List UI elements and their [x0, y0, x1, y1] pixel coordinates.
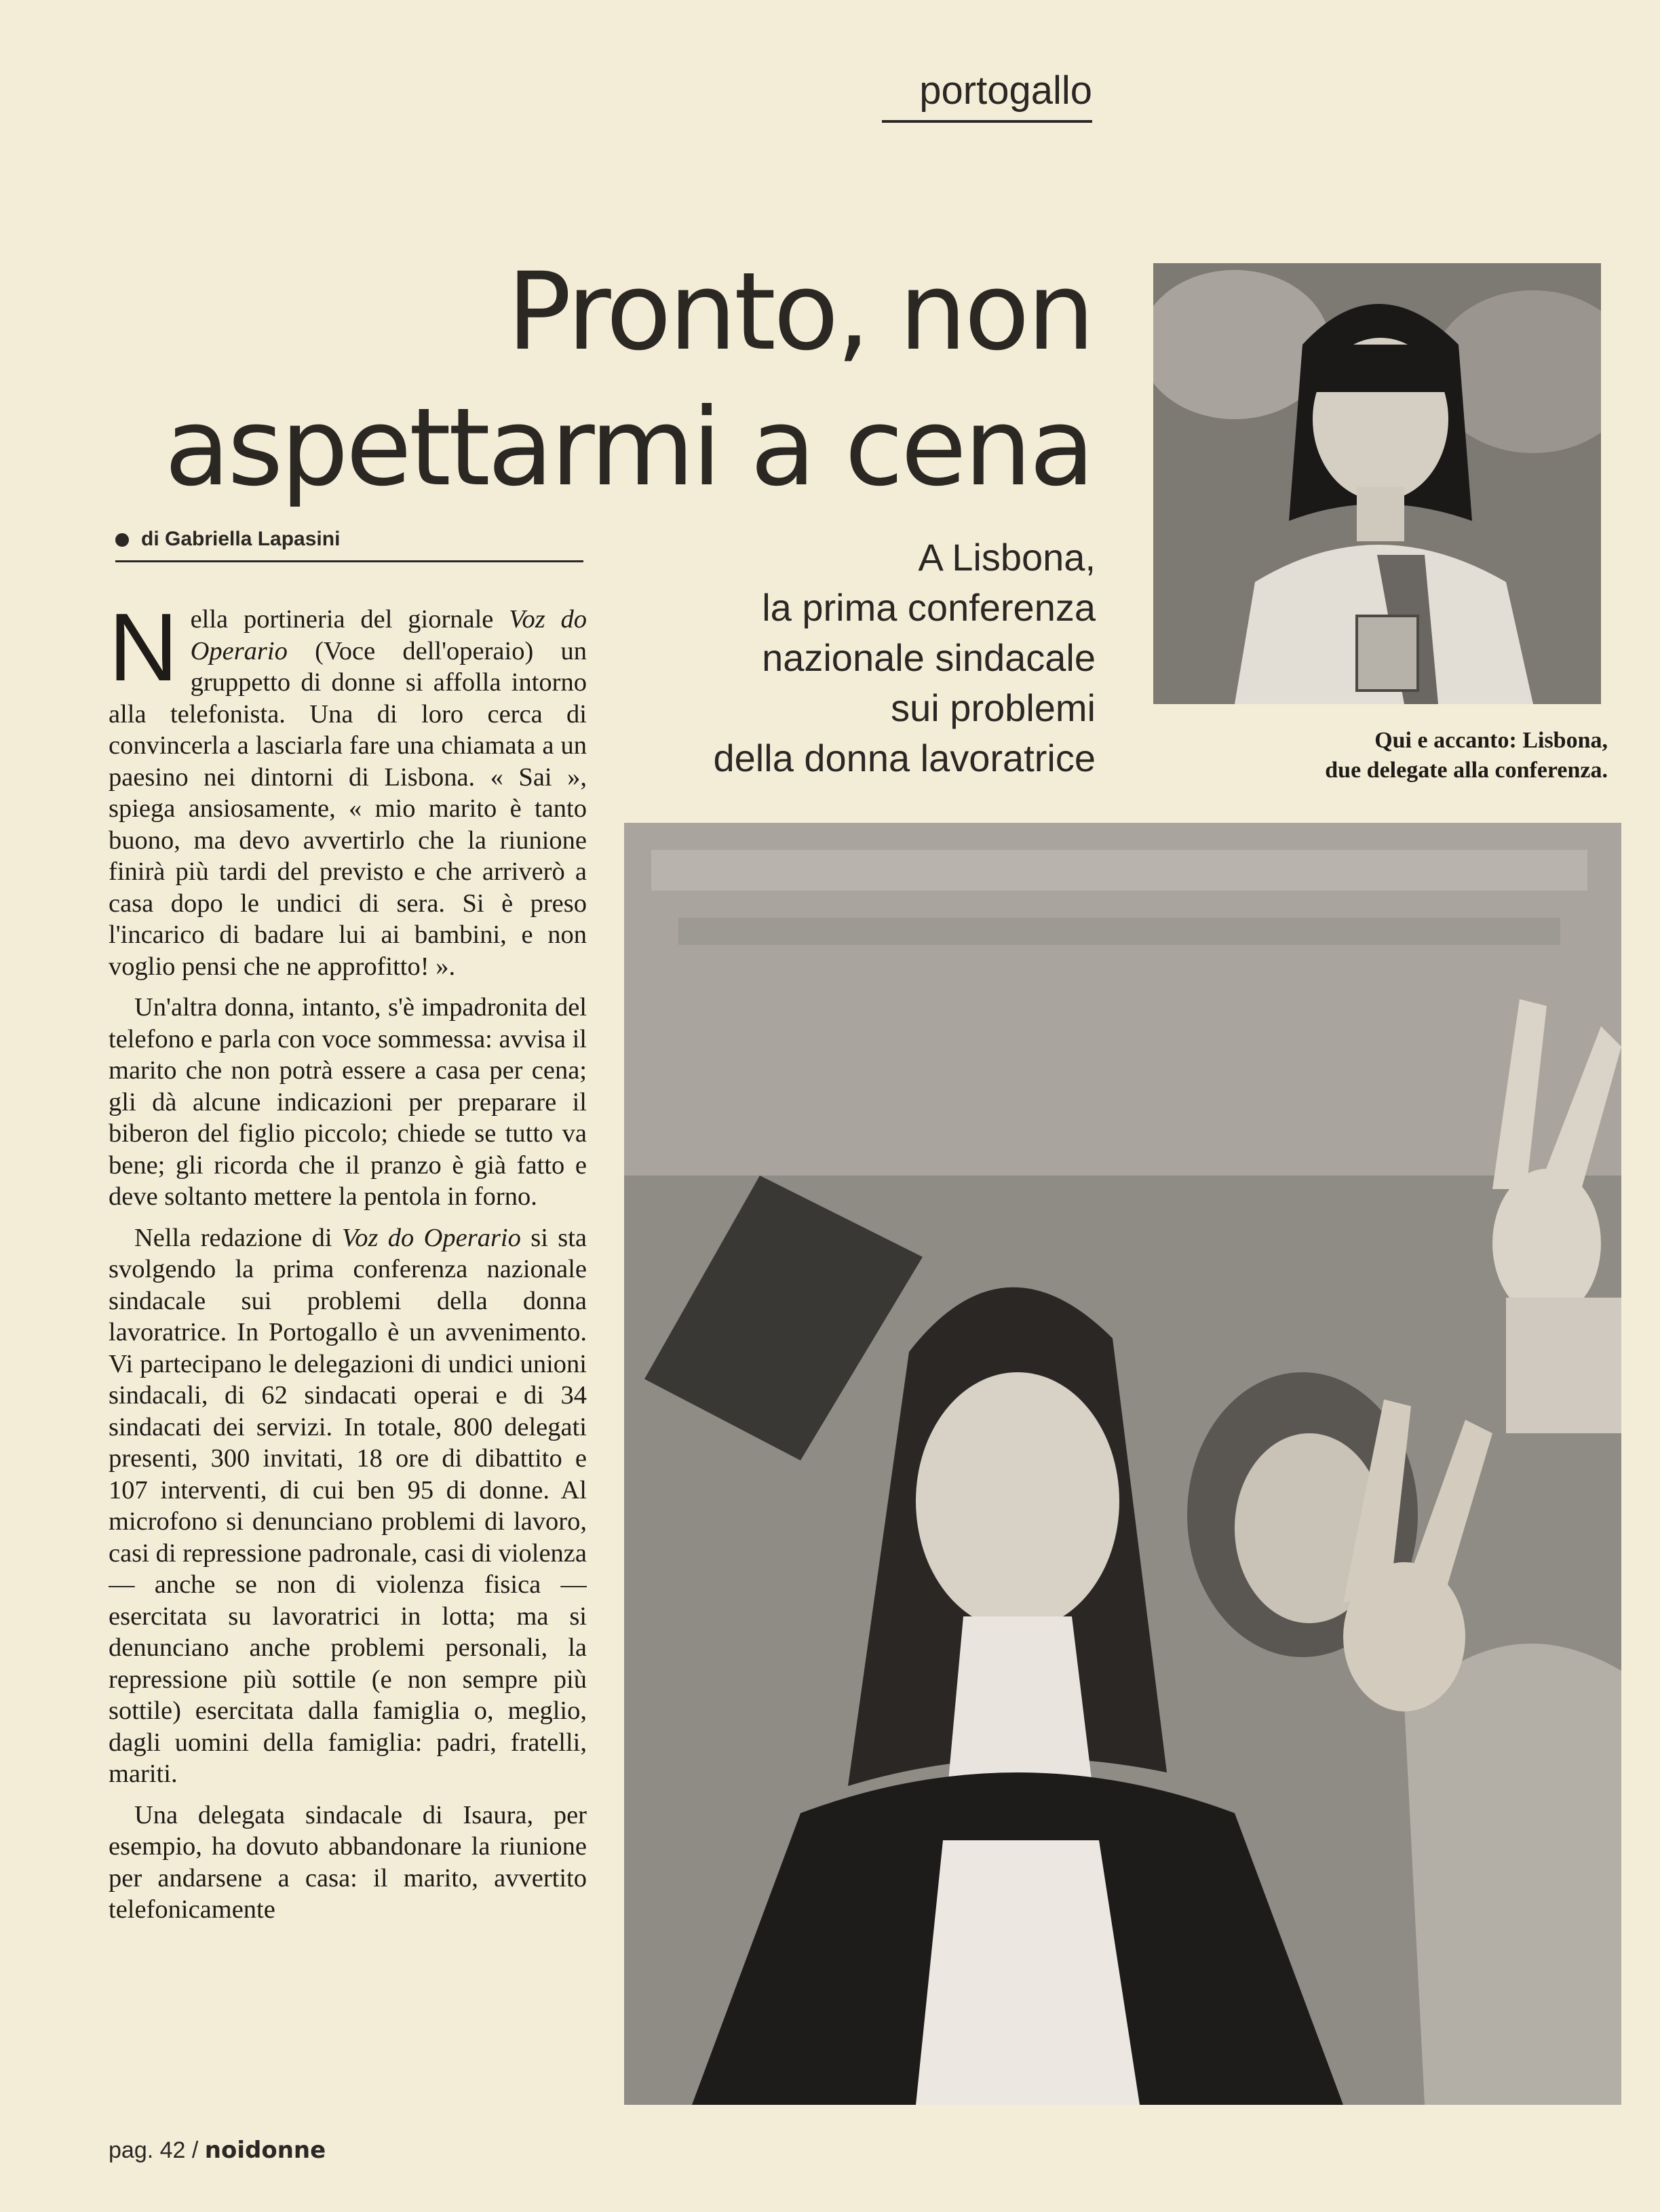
- photo-caption: [1140, 726, 1608, 785]
- article-body: [109, 604, 587, 2110]
- caption-line: Qui e accanto: Lisbona,: [1374, 728, 1608, 753]
- article-text: ella portineria del giornale: [190, 605, 509, 634]
- article-paragraph: Un'altra donna, intanto, s'è impadronita del telefono e parla con voce sommessa: avvisa il marito che non potrà essere a casa per cena; gli dà alcune indicazioni per preparare il biberon del figlio piccolo; chiede se tutto va bene; gli ricorda che il pranzo è già fatto e deve soltanto mettere la pentola in forno.: [109, 993, 587, 1211]
- subhead-line: nazionale sindacale: [762, 636, 1096, 679]
- dropcap: N: [109, 604, 178, 701]
- headline-line-2: aspettarmi a cena: [164, 385, 1092, 510]
- byline: [115, 528, 583, 562]
- article-paragraph: [109, 1222, 587, 1790]
- page-number: pag. 42 /: [109, 2137, 199, 2163]
- article-text: (Voce dell'operaio) un gruppetto di donne si affolla intorno alla telefonista. Una di loro cerca di convincerla a lasciarla fare una chiamata a un paesino nei dintorni di Lisbona. « Sai », spiega ansiosamente, « mio marito è tanto buono, ma devo avvertirlo che la riunione finirà più tardi del previsto e che arriverò a casa dopo le undici di sera. Si è preso l'incarico di badare lui ai bambini, e non voglio pensi che ne approfitto! ».: [109, 636, 587, 981]
- article-text: si sta svolgendo la prima conferenza nazionale sindacale sui problemi della donna lavoratrice. In Portogallo è un avvenimento. Vi partecipano le delegazioni di undici unioni sindacali, di 62 sindacati operai e di 34 sindacati dei servizi. In totale, 800 delegati presenti, 300 invitati, 18 ore di dibattito e 107 interventi, di cui ben 95 di donne. Al microfono si denunciano problemi di lavoro, casi di repressione padronale, casi di violenza — anche se non di violenza fisica — esercitata su lavoratrici in lotta; ma si denunciano anche problemi personali, la repressione più sottile (e non sempre più sottile) esercitata dalla famiglia o, meglio, dagli uomini della famiglia: padri, fratelli, mariti.: [109, 1223, 587, 1788]
- byline-text: di Gabriella Lapasini: [141, 528, 341, 550]
- magazine-name: noidonne: [204, 2137, 326, 2164]
- photo-delegate-portrait-illustration: [1153, 263, 1601, 704]
- subhead-line: la prima conferenza: [762, 586, 1096, 629]
- caption-line: due delegate alla conferenza.: [1325, 758, 1608, 783]
- subhead-line: sui problemi: [891, 686, 1096, 729]
- article-text: Nella redazione di: [134, 1223, 342, 1252]
- subhead-line: della donna lavoratrice: [713, 737, 1096, 779]
- article-paragraph: [109, 604, 587, 982]
- article-text-emphasis: Voz do Operario: [341, 1223, 521, 1252]
- headline: [102, 244, 1092, 516]
- headline-line-1: Pronto, non: [507, 250, 1092, 374]
- article-paragraph: Una delegata sindacale di Isaura, per esempio, ha dovuto abbandonare la riunione per andarsene a casa: il marito, avvertito telefonicamente: [109, 1800, 587, 1924]
- photo-protest-crowd-illustration: [624, 823, 1621, 2105]
- photo-protest-crowd: [624, 823, 1621, 2105]
- section-tag: portogallo: [882, 68, 1092, 123]
- photo-delegate-portrait: [1153, 263, 1601, 704]
- bullet-icon: [115, 533, 129, 547]
- page-footer: [109, 2137, 326, 2164]
- article-text-emphasis: Voz do Operario: [190, 605, 587, 665]
- subheadline: [611, 532, 1096, 783]
- subhead-line: A Lisbona,: [918, 536, 1096, 579]
